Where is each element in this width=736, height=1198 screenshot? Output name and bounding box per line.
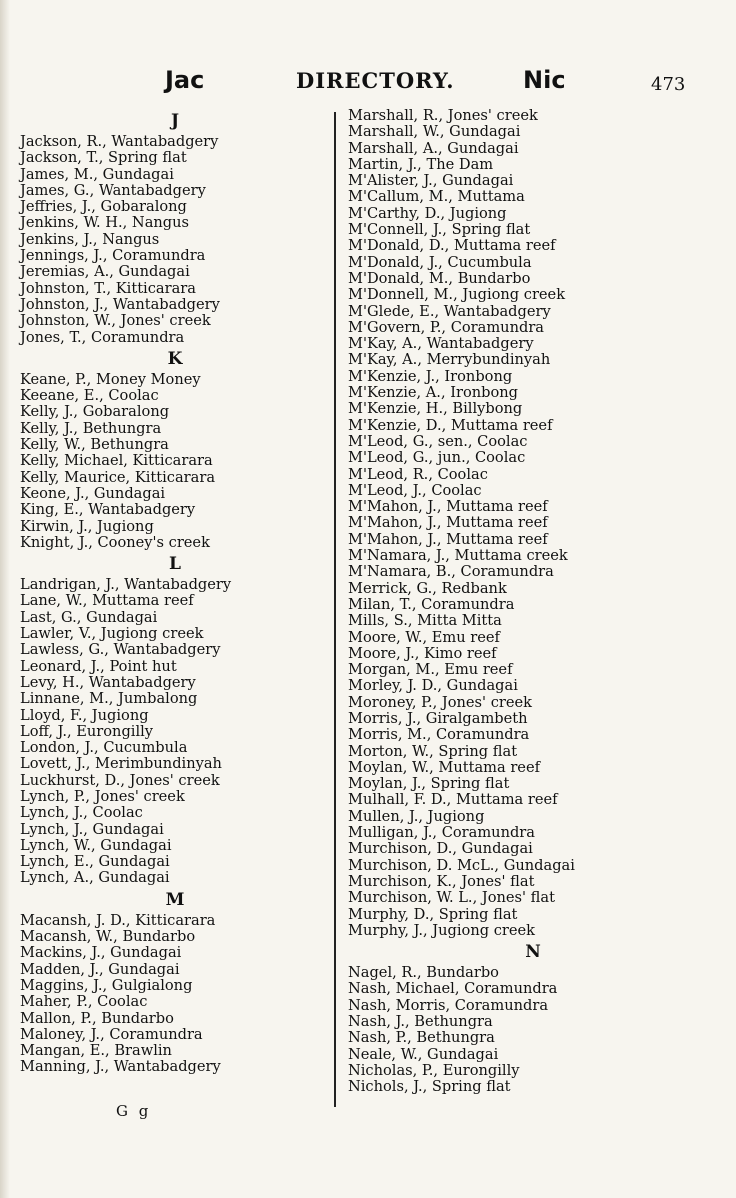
page-number: 473: [651, 74, 686, 95]
directory-entry: Maggins, J., Gulgialong: [20, 976, 193, 994]
directory-entry: M'Kenzie, D., Muttama reef: [348, 416, 553, 434]
directory-entry: Keone, J., Gundagai: [20, 484, 166, 502]
directory-entry: Lynch, J., Coolac: [20, 804, 143, 822]
directory-entry: Kirwin, J., Jugiong: [20, 517, 154, 535]
directory-entry: Nash, P., Bethungra: [348, 1029, 495, 1047]
section-letter-m: M: [165, 889, 185, 910]
directory-entry: Levy, H., Wantabadgery: [20, 673, 196, 691]
directory-entry: Lynch, W., Gundagai: [20, 836, 172, 854]
directory-entry: Luckhurst, D., Jones' creek: [20, 771, 220, 789]
directory-entry: Jackson, T., Spring flat: [20, 149, 187, 167]
directory-entry: Maher, P., Coolac: [20, 993, 148, 1011]
directory-entry: Lawler, V., Jugiong creek: [20, 625, 204, 643]
directory-entry: M'Callum, M., Muttama: [348, 188, 525, 206]
directory-entry: M'Mahon, J., Muttama reef: [348, 514, 548, 532]
directory-entry: Last, G., Gundagai: [20, 608, 158, 626]
directory-entry: M'Mahon, J., Muttama reef: [348, 530, 548, 548]
directory-entry: M'Donald, J., Cucumbula: [348, 253, 532, 271]
directory-entry: M'Donald, M., Bundarbo: [348, 269, 531, 287]
directory-entry: Mullen, J., Jugiong: [348, 807, 485, 825]
directory-entry: M'Govern, P., Coramundra: [348, 318, 544, 336]
directory-entry: Moylan, W., Muttama reef: [348, 758, 540, 776]
right-column: [348, 108, 718, 1096]
directory-entry: Jones, T., Coramundra: [20, 328, 185, 346]
directory-entry: Keeane, E., Coolac: [20, 387, 159, 405]
directory-entry: Murchison, D. McL., Gundagai: [348, 856, 575, 874]
directory-entry: Manning, J., Wantabadgery: [20, 1058, 221, 1076]
directory-entry: Jeremias, A., Gundagai: [20, 263, 190, 281]
directory-entry: Macansh, W., Bundarbo: [20, 928, 196, 946]
directory-entry: Moroney, P., Jones' creek: [348, 693, 532, 711]
directory-entry: Macansh, J. D., Kitticarara: [20, 911, 216, 929]
directory-entry: Landrigan, J., Wantabadgery: [20, 576, 232, 594]
directory-entry: Nichols, J., Spring flat: [348, 1078, 511, 1096]
directory-entry: Nicholas, P., Eurongilly: [348, 1061, 520, 1079]
directory-entry: James, M., Gundagai: [20, 165, 174, 183]
directory-entry: Mulligan, J., Coramundra: [348, 824, 535, 842]
directory-entry: Jackson, R., Wantabadgery: [20, 133, 219, 150]
directory-entry: Marshall, R., Jones' creek: [348, 107, 538, 124]
directory-entry: Johnston, T., Kitticarara: [20, 279, 196, 297]
directory-entry: Lane, W., Muttama reef: [20, 592, 194, 610]
section-letter-l: L: [169, 554, 181, 575]
directory-entry: M'Carthy, D., Jugiong: [348, 204, 507, 222]
directory-entry: Marshall, A., Gundagai: [348, 139, 519, 157]
directory-entry: Moore, J., Kimo reef: [348, 644, 497, 662]
directory-entry: Morgan, M., Emu reef: [348, 661, 513, 679]
directory-entry: M'Namara, B., Coramundra: [348, 563, 554, 581]
directory-entry: Murphy, J., Jugiong creek: [348, 921, 535, 939]
directory-entry: M'Kay, A., Wantabadgery: [348, 335, 534, 353]
directory-entry: Madden, J., Gundagai: [20, 960, 180, 978]
directory-entry: Morris, M., Coramundra: [348, 726, 530, 744]
directory-entry: Morris, J., Giralgambeth: [348, 709, 528, 727]
directory-entry: M'Leod, G., sen., Coolac: [348, 432, 528, 450]
directory-entry: London, J., Cucumbula: [20, 739, 188, 757]
directory-entry: M'Leod, J., Coolac: [348, 481, 482, 499]
directory-entry: Lovett, J., Merimbundinyah: [20, 755, 222, 773]
directory-entry: M'Kenzie, H., Billybong: [348, 400, 523, 418]
directory-entry: Leonard, J., Point hut: [20, 657, 177, 675]
section-letter-n: N: [525, 942, 541, 963]
directory-entry: Knight, J., Cooney's creek: [20, 533, 210, 551]
directory-entry: Merrick, G., Redbank: [348, 579, 507, 597]
directory-entry: Lawless, G., Wantabadgery: [20, 641, 221, 659]
directory-entry: M'Alister, J., Gundagai: [348, 172, 514, 190]
directory-entry: Martin, J., The Dam: [348, 155, 494, 173]
directory-entry: Lynch, E., Gundagai: [20, 853, 170, 871]
directory-entry: M'Glede, E., Wantabadgery: [348, 302, 551, 320]
directory-entry: Loff, J., Eurongilly: [20, 722, 154, 740]
directory-entry: M'Namara, J., Muttama creek: [348, 547, 568, 565]
directory-entry: Morton, W., Spring flat: [348, 742, 518, 760]
directory-entry: M'Donald, D., Muttama reef: [348, 237, 556, 255]
directory-entry: Kelly, J., Bethungra: [20, 419, 162, 437]
directory-entry: Nash, Morris, Coramundra: [348, 996, 549, 1014]
directory-entry: Lynch, J., Gundagai: [20, 820, 164, 838]
header-title: DIRECTORY.: [296, 68, 455, 93]
directory-entry: Nash, Michael, Coramundra: [348, 980, 558, 998]
directory-entry: Jeffries, J., Gobaralong: [20, 198, 187, 216]
directory-entry: Murchison, K., Jones' flat: [348, 872, 535, 890]
directory-entry: Murchison, D., Gundagai: [348, 840, 533, 858]
directory-entry: Lloyd, F., Jugiong: [20, 706, 149, 724]
directory-entry: King, E., Wantabadgery: [20, 501, 196, 519]
section-letter-j: J: [170, 111, 180, 131]
directory-entry: Jennings, J., Coramundra: [20, 247, 206, 265]
directory-entry: Kelly, Maurice, Kitticarara: [20, 468, 216, 486]
directory-entry: Morley, J. D., Gundagai: [348, 677, 518, 695]
directory-entry: Kelly, W., Bethungra: [20, 436, 169, 454]
page-edge-shadow: [0, 0, 10, 1198]
directory-entry: Kelly, J., Gobaralong: [20, 403, 170, 421]
directory-entry: M'Donnell, M., Jugiong creek: [348, 286, 566, 304]
directory-entry: Marshall, W., Gundagai: [348, 123, 521, 141]
header-last-entry: Nic: [523, 66, 566, 94]
directory-entry: Mulhall, F. D., Muttama reef: [348, 791, 558, 809]
directory-entry: Lynch, P., Jones' creek: [20, 787, 185, 805]
directory-entry: Jenkins, J., Nangus: [20, 230, 160, 248]
directory-entry: Moylan, J., Spring flat: [348, 775, 510, 793]
section-letter-k: K: [167, 348, 183, 369]
directory-entry: Moore, W., Emu reef: [348, 628, 500, 646]
directory-entry: Linnane, M., Jumbalong: [20, 690, 198, 708]
directory-entry: Mills, S., Mitta Mitta: [348, 612, 502, 630]
header-first-entry: Jac: [165, 66, 205, 94]
directory-entry: Jenkins, W. H., Nangus: [20, 214, 190, 232]
directory-entry: M'Kay, A., Merrybundinyah: [348, 351, 551, 369]
directory-entry: Johnston, W., Jones' creek: [20, 312, 211, 330]
directory-entry: Mangan, E., Brawlin: [20, 1042, 172, 1060]
printer-signature: G g: [116, 1102, 152, 1120]
directory-entry: Nagel, R., Bundarbo: [348, 964, 499, 982]
page-header: [0, 66, 736, 100]
column-divider: [334, 112, 336, 1107]
directory-entry: M'Leod, R., Coolac: [348, 465, 488, 483]
directory-entry: Maloney, J., Coramundra: [20, 1025, 203, 1043]
directory-entry: M'Mahon, J., Muttama reef: [348, 498, 548, 516]
directory-entry: M'Kenzie, A., Ironbong: [348, 384, 519, 402]
directory-entry: M'Kenzie, J., Ironbong: [348, 367, 513, 385]
directory-entry: Mallon, P., Bundarbo: [20, 1009, 174, 1027]
directory-entry: Keane, P., Money Money: [20, 370, 201, 388]
directory-entry: Nash, J., Bethungra: [348, 1013, 493, 1031]
directory-entry: Neale, W., Gundagai: [348, 1045, 499, 1063]
directory-entry: Milan, T., Coramundra: [348, 595, 515, 613]
directory-entry: M'Connell, J., Spring flat: [348, 221, 531, 239]
directory-entry: Mackins, J., Gundagai: [20, 944, 182, 962]
directory-entry: M'Leod, G., jun., Coolac: [348, 449, 526, 467]
left-column: [20, 108, 330, 1076]
directory-entry: Murchison, W. L., Jones' flat: [348, 889, 555, 907]
directory-entry: Kelly, Michael, Kitticarara: [20, 452, 213, 470]
directory-entry: Johnston, J., Wantabadgery: [20, 295, 220, 313]
directory-entry: Murphy, D., Spring flat: [348, 905, 518, 923]
directory-entry: Lynch, A., Gundagai: [20, 869, 170, 887]
directory-entry: James, G., Wantabadgery: [20, 181, 206, 199]
